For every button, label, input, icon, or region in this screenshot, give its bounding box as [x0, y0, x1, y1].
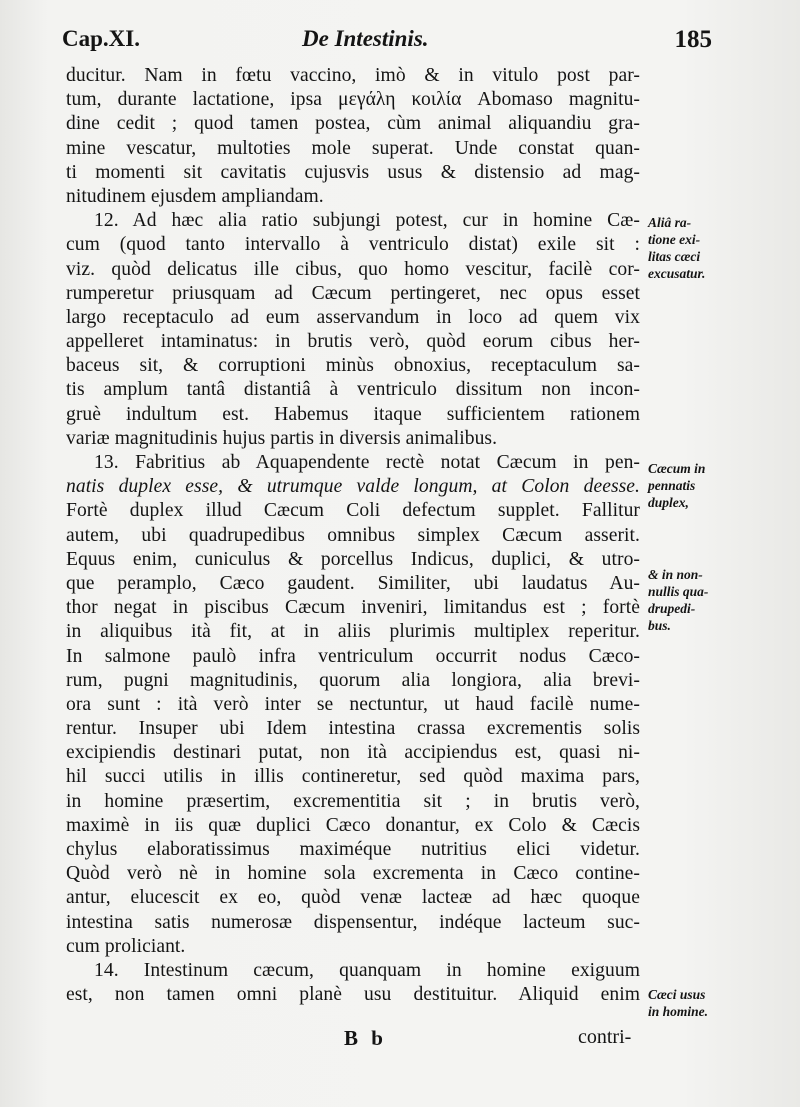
paragraph-13-start: 13. Fabritius ab Aquapendente rectè notat Cæcum in pen- — [94, 452, 640, 473]
text-line: mine vescatur, multoties mole superat. Unde constat quan- — [66, 137, 640, 159]
page-header — [62, 26, 712, 66]
margin-note-use — [648, 986, 738, 1020]
text-line: In salmone paulò infra ventriculum occurrit nodus Cæco- — [66, 645, 640, 667]
text-line: autem, ubi quadrupedibus omnibus simplex Cæcum asserit. — [66, 524, 640, 546]
text-line: cum proliciant. — [66, 935, 186, 957]
text-line: viz. quòd delicatus ille cibus, quo homo vescitur, facilè cor- — [66, 258, 640, 280]
text-line: ti momenti sit cavitatis cujusvis usus & distensio ad mag- — [66, 161, 640, 183]
text-line: est, non tamen omni planè usu destituitur. Aliquid enim — [66, 984, 640, 1006]
text-line: appelleret intaminatus: in brutis verò, quòd eorum cibus her- — [66, 331, 640, 353]
text-line: intestina satis numerosæ dispensentur, indéque lacteum suc- — [66, 911, 640, 933]
text-line: Fortè duplex illud Cæcum Coli defectum supplet. Fallitur — [66, 500, 640, 522]
catchword: contri- — [578, 1026, 632, 1048]
margin-note-line: excusatur. — [648, 266, 706, 281]
text-line: hil succi utilis in illis contineretur, sed quòd maxima pars, — [66, 766, 640, 788]
margin-note-line: pennatis — [648, 478, 696, 493]
margin-note-line: duplex, — [648, 495, 689, 510]
text-line: ora sunt : ità verò inter se nectuntur, ut haud facilè nume- — [66, 693, 640, 715]
margin-note-ratio — [648, 214, 738, 282]
text-line: in homine præsertim, excrementitia sit ; in brutis verò, — [66, 790, 640, 812]
main-text-block — [66, 64, 640, 1007]
text-line: in aliquibus ità fit, at in aliis plurimis multiplex reperitur. — [66, 621, 640, 643]
text-line: thor negat in piscibus Cæcum inveniri, limitandus est ; fortè — [66, 597, 640, 619]
margin-note-pennatis — [648, 460, 738, 511]
margin-note-line: nullis qua- — [648, 584, 709, 599]
margin-note-line: tione exi- — [648, 232, 701, 247]
margin-note-line: Cæci usus — [648, 987, 706, 1002]
text-line: tis amplum tantâ distantiâ à ventriculo dissitum non incon- — [66, 379, 640, 401]
text-line: gruè indultum est. Habemus itaque sufficientem rationem — [66, 403, 640, 425]
paragraph-14-start: 14. Intestinum cæcum, quanquam in homine exiguum — [94, 959, 640, 981]
text-line: excipiendis destinari putat, non ità accipiendus est, quasi ni- — [66, 742, 640, 764]
running-title: De Intestinis. — [302, 26, 429, 51]
text-line: variæ magnitudinis hujus partis in diversis animalibus. — [66, 427, 498, 449]
signature-mark: B b — [344, 1026, 387, 1050]
margin-note-line: Aliâ ra- — [648, 215, 692, 230]
margin-note-line: litas cæci — [648, 249, 701, 264]
margin-note-line: in homine. — [648, 1004, 709, 1019]
text-line: cum (quod tanto intervallo à ventriculo distat) exile sit : — [66, 234, 640, 256]
margin-note-line: drupedi- — [648, 601, 696, 616]
chapter-heading: Cap.XI. — [62, 26, 140, 51]
text-line: antur, elucescit ex eo, quòd venæ lacteæ ad hæc quoque — [66, 887, 640, 909]
text-line: ducitur. Nam in fœtu vaccino, imò & in vitulo post par- — [66, 65, 640, 86]
text-line: dine cedit ; quod tamen postea, cùm animal aliquandiu gra- — [66, 113, 640, 135]
margin-note-line: Cæcum in — [648, 461, 706, 476]
text-line: Equus enim, cuniculus & porcellus Indicus, duplici, & utro- — [66, 548, 640, 570]
text-line-italic: natis duplex esse, & utrumque valde longum, at Colon deesse. — [66, 476, 640, 498]
text-line: tum, durante lactatione, ipsa μεγάλη κοιλία Abomaso magnitu- — [66, 89, 640, 111]
paragraph-12-start: 12. Ad hæc alia ratio subjungi potest, cur in homine Cæ- — [94, 210, 640, 232]
text-line: chylus elaboratissimus maximéque nutritius elici videtur. — [66, 839, 640, 860]
text-line: maximè in iis quæ duplici Cæco donantur, ex Colo & Cæcis — [66, 814, 640, 836]
margin-note-line: bus. — [648, 618, 671, 633]
page-number: 185 — [674, 26, 712, 53]
text-line: baceus sit, & corruptioni minùs obnoxius, receptaculum sa- — [66, 355, 640, 377]
margin-note-line: & in non- — [648, 567, 703, 582]
text-line: nitudinem ejusdem ampliandam. — [66, 185, 324, 207]
text-line: rum, pugni magnitudinis, quorum alia longiora, alia brevi- — [66, 669, 640, 691]
margin-note-quadrupeds — [648, 566, 738, 634]
text-line: que peramplo, Cæco gaudent. Similiter, ubi laudatus Au- — [66, 572, 640, 594]
text-line: rumperetur priusquam ad Cæcum pertingeret, nec opus esset — [66, 282, 640, 304]
text-line: largo receptaculo ad eum asservandum in loco ad quem vix — [66, 306, 640, 328]
text-line: rentur. Insuper ubi Idem intestina crassa excrementis solis — [66, 718, 640, 740]
text-line: Quòd verò nè in homine sola excrementa in Cæco contine- — [66, 863, 640, 885]
